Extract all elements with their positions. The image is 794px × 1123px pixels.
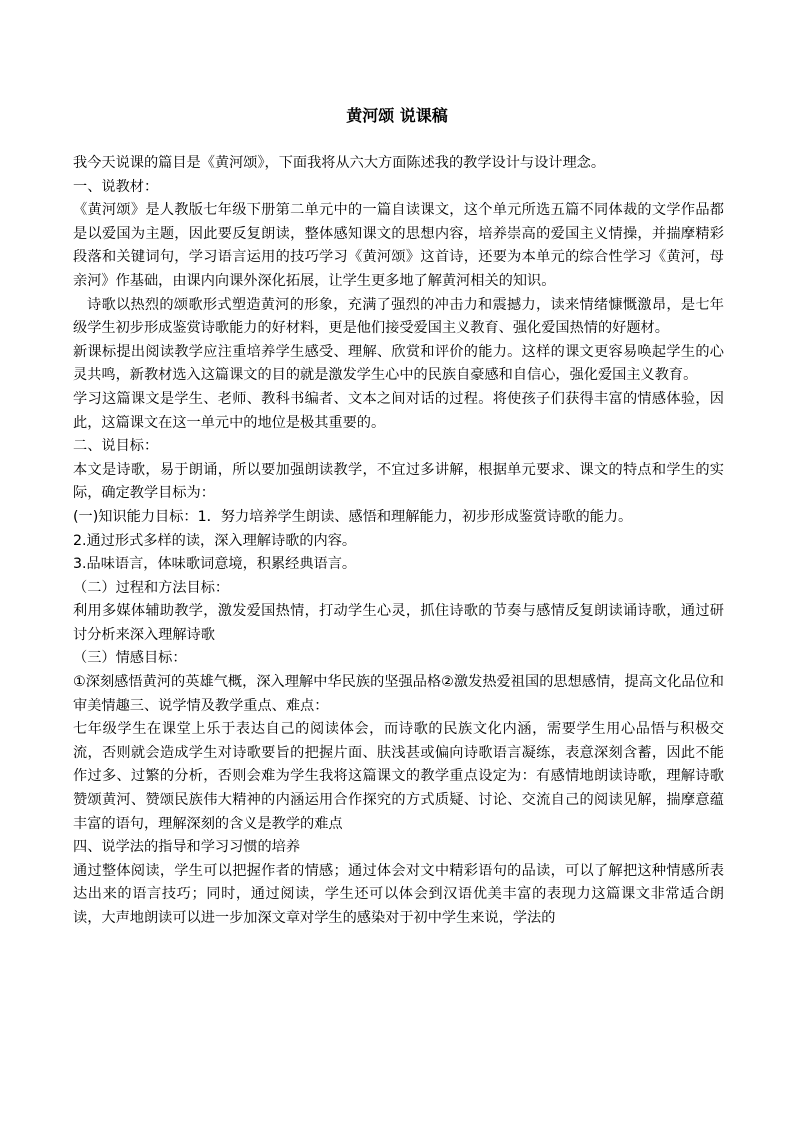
- paragraph-textbook-overview: 《黄河颂》是人教版七年级下册第二单元中的一篇自读课文，这个单元所选五篇不同体裁的文学作品都是以爱国为主题，因此要反复朗读，整体感知课文的思想内容，培养崇高的爱国主义情操，并揣摩精彩段落和关键词句，学习语言运用的技巧学习《黄河颂》这首诗，还要为本单元的综合性学习《黄河，母亲河》作基础，由课内向课外深化拓展，让学生更多地了解黄河相关的知识。: [73, 202, 724, 289]
- section-heading-study-method: 四、说学法的指导和学习习惯的培养: [73, 839, 301, 856]
- paragraph-dialogue-process: 学习这篇课文是学生、老师、教科书编者、文本之间对话的过程。将使孩子们获得丰富的情感体验，因此，这篇课文在这一单元中的地位是极其重要的。: [73, 390, 724, 431]
- paragraph-learner-analysis: 七年级学生在课堂上乐于表达自己的阅读体会，而诗歌的民族文化内涵，需要学生用心品悟与积极交流，否则就会造成学生对诗歌要旨的把握片面、肤浅甚或偏向诗歌语言凝练，表意深刻含蓄，因此不能作过多、过繁的分析，否则会难为学生我将这篇课文的教学重点设定为：有感情地朗读诗歌，理解诗歌赞颂黄河、赞颂民族伟大精神的内涵运用合作探究的方式质疑、讨论、交流自己的阅读见解，揣摩意蕴丰富的语句，理解深刻的含义是教学的难点: [73, 721, 724, 832]
- subheading-process-method: （二）过程和方法目标：: [73, 579, 230, 596]
- paragraph-objectives-intro: 本文是诗歌，易于朗诵，所以要加强朗读教学，不宜过多讲解，根据单元要求、课文的特点和学生的实际，确定教学目标为：: [73, 461, 724, 502]
- objective-knowledge-1: (一)知识能力目标：1．努力培养学生朗读、感悟和理解能力，初步形成鉴赏诗歌的能力。: [73, 508, 633, 525]
- objective-knowledge-2: 2.通过形式多样的读，深入理解诗歌的内容。: [73, 532, 357, 549]
- paragraph-poem-form: 诗歌以热烈的颂歌形式塑造黄河的形象，充满了强烈的冲击力和震撼力，读来情绪慷慨激昂，是七年级学生初步形成鉴赏诗歌能力的好材料，更是他们接受爱国主义教育、强化爱国热情的好题材。: [73, 296, 724, 337]
- intro-paragraph: 我今天说课的篇目是《黄河颂》，下面我将从六大方面陈述我的教学设计与设计理念。: [73, 155, 606, 171]
- paragraph-emotion-goals: ①深刻感悟黄河的英雄气概，深入理解中华民族的坚强品格②激发热爱祖国的思想感情，提高文化品位和审美情趣三、说学情及教学重点、难点：: [73, 674, 724, 714]
- page-title: 黄河颂 说课稿: [346, 106, 448, 125]
- objective-knowledge-3: 3.品味语言，体味歌词意境，积累经典语言。: [73, 556, 357, 573]
- paragraph-study-method: 通过整体阅读，学生可以把握作者的情感；通过体会对文中精彩语句的品读，可以了解把这种情感所表达出来的语言技巧；同时，通过阅读，学生还可以体会到汉语优美丰富的表现力这篇课文非常适合朗读，大声地朗读可以进一步加深文章对学生的感染对于初中学生来说，学法的: [73, 862, 724, 926]
- subheading-emotion: （三）情感目标：: [73, 650, 187, 667]
- paragraph-process-method: 利用多媒体辅助教学，激发爱国热情，打动学生心灵，抓住诗歌的节奏与感情反复朗读诵诗歌，通过研讨分析来深入理解诗歌: [73, 603, 724, 643]
- paragraph-curriculum-standard: 新课标提出阅读教学应注重培养学生感受、理解、欣赏和评价的能力。这样的课文更容易唤起学生的心灵共鸣，新教材选入这篇课文的目的就是激发学生心中的民族自豪感和自信心，强化爱国主义教育。: [73, 343, 724, 384]
- section-heading-textbook: 一、说教材：: [73, 178, 159, 195]
- section-heading-objectives: 二、说目标：: [73, 438, 159, 455]
- document-body: [73, 152, 724, 931]
